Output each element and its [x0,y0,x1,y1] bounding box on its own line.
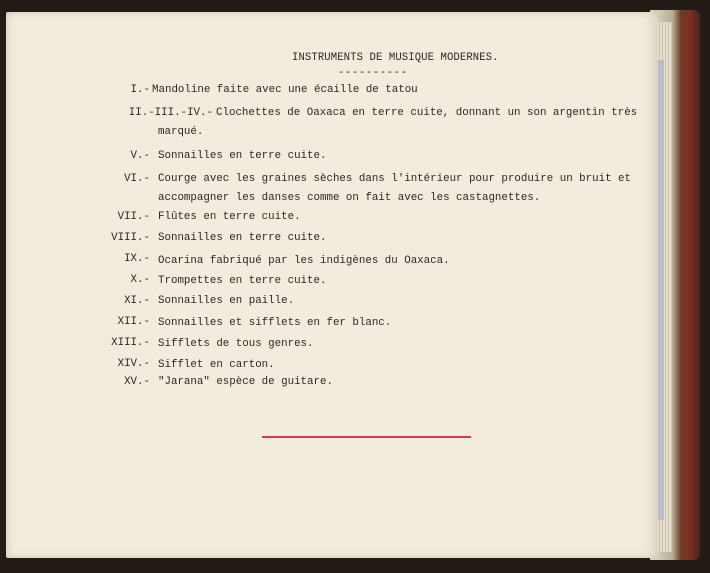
entry-number: VII.- [117,211,150,223]
entry-number: VI.- [124,173,150,185]
entry-text: Sonnailles en paille. [158,295,295,307]
page-title: INSTRUMENTS DE MUSIQUE MODERNES. [292,52,499,64]
entry-number: I.- [130,84,150,96]
entry-text: Sonnailles en terre cuite. [158,150,327,162]
entry-number: II.-III.-IV.- [128,107,213,119]
entry-text-continued: marqué. [158,126,204,138]
entry-number: X.- [130,274,150,286]
blue-page-tab [657,60,664,520]
entry-text: Trompettes en terre cuite. [158,275,327,287]
entry-text: Flûtes en terre cuite. [158,211,301,223]
entry-number: V.- [130,150,150,162]
entry-number: XIII.- [111,337,150,349]
entry-text: Clochettes de Oaxaca en terre cuite, donnant un son argentin très [216,107,638,119]
entry-text: Sifflets de tous genres. [158,338,314,350]
entry-text: Sonnailles en terre cuite. [158,232,327,244]
red-rule-line [262,436,471,438]
entry-number: XI.- [124,295,150,307]
entry-text: Courge avec les graines sèches dans l'intérieur pour produire un bruit et [158,173,631,185]
entry-text: Sifflet en carton. [158,359,275,371]
entry-text: "Jarana" espèce de guitare. [158,376,333,388]
entry-number: IX.- [124,253,150,265]
title-underline: ---------- [338,67,408,79]
entry-number: VIII.- [111,232,150,244]
entry-number: XIV.- [117,358,150,370]
entry-text-continued: accompagner les danses comme on fait avec les castagnettes. [158,192,541,204]
entry-number: XV.- [124,376,150,388]
entry-text: Mandoline faite avec une écaille de tatou [152,84,418,96]
entry-text: Ocarina fabriqué par les indigènes du Oaxaca. [158,255,450,267]
entry-text: Sonnailles et sifflets en fer blanc. [158,317,392,329]
entry-number: XII.- [117,316,150,328]
